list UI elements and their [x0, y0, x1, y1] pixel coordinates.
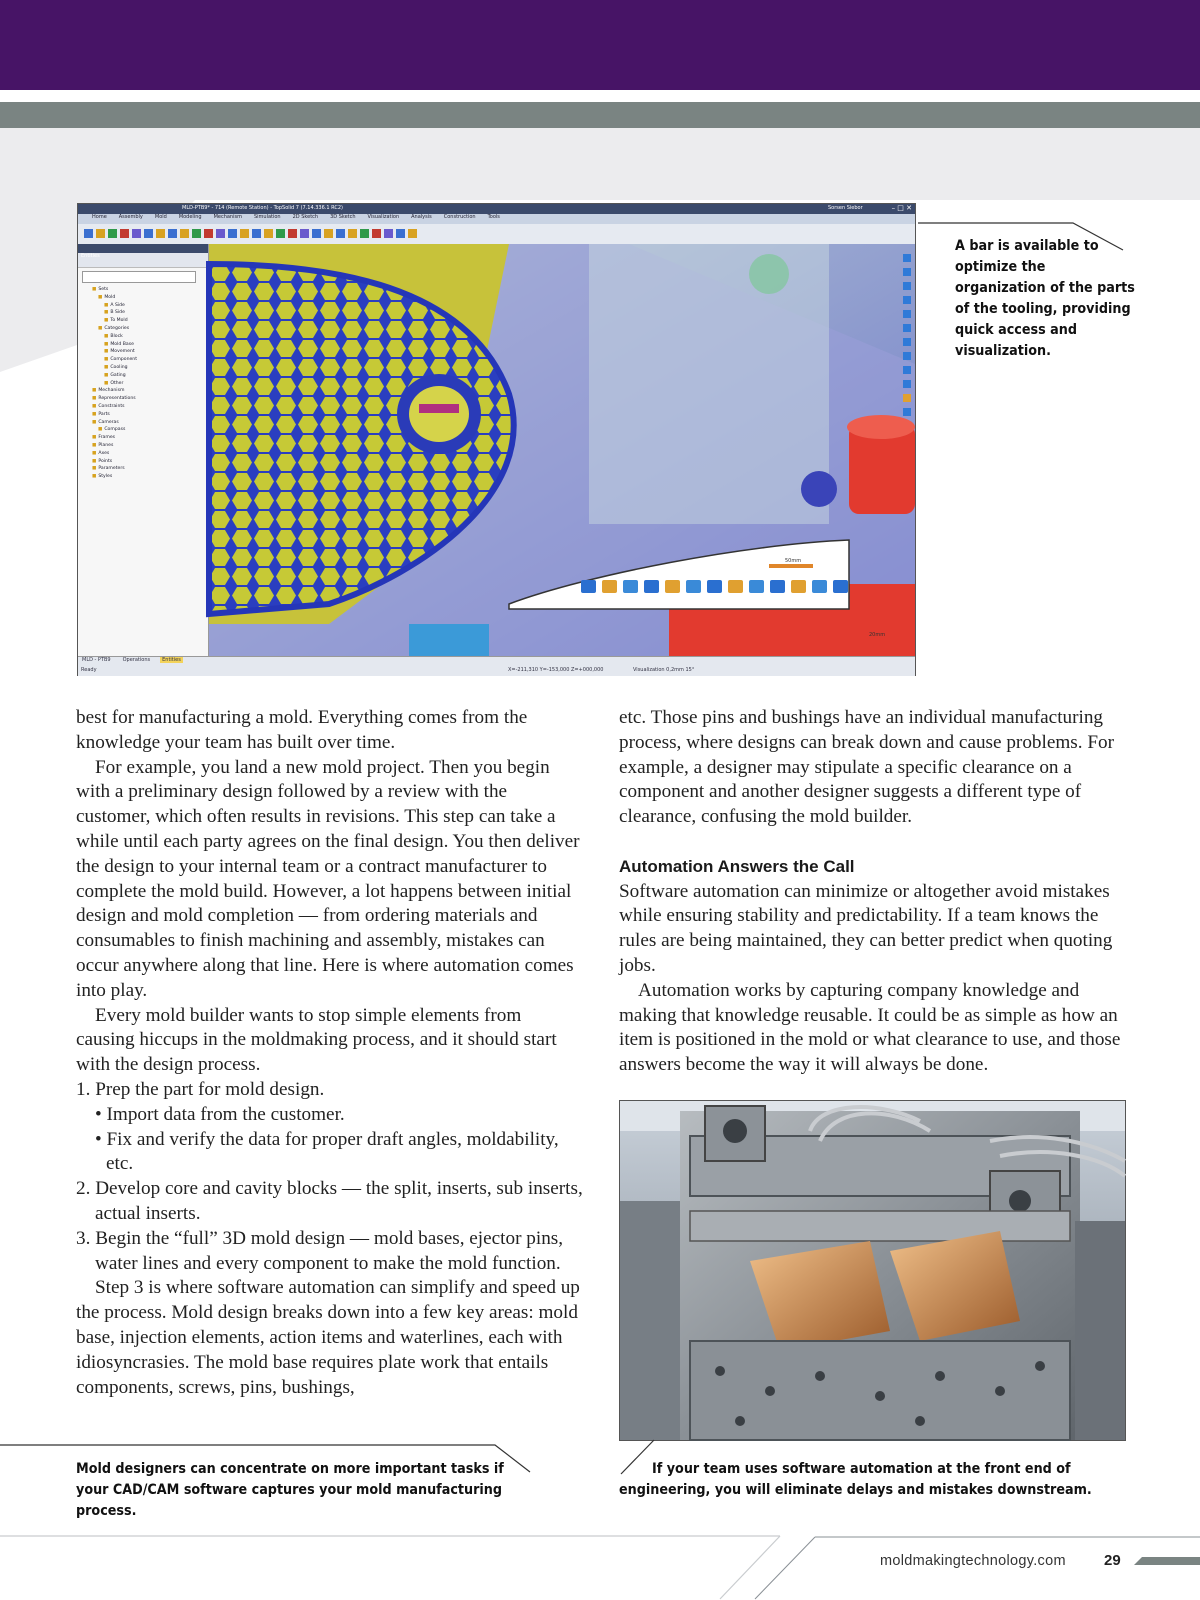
cad-menu-tab[interactable]: Assembly	[118, 214, 143, 220]
view-tool-icon[interactable]	[903, 282, 911, 290]
view-tool-icon[interactable]	[903, 296, 911, 304]
cad-scale-label: 50mm	[785, 558, 802, 564]
view-tool-icon[interactable]	[903, 366, 911, 374]
toolbar-tool-icon[interactable]	[372, 229, 381, 238]
toolbar-tool-icon[interactable]	[204, 229, 213, 238]
cad-tree-item[interactable]: ■ Mechanism	[92, 387, 208, 395]
toolbar-tool-icon[interactable]	[408, 229, 417, 238]
list-item: 1. Prep the part for mold design.	[76, 1078, 325, 1100]
cad-tree-item[interactable]: ■ Planes	[92, 442, 208, 450]
cad-tree-item[interactable]: ■ Categories	[92, 325, 208, 333]
cad-menu-tab[interactable]: Tools	[487, 214, 500, 220]
paragraph: Step 3 is where software automation can simplify and speed up the process. Mold design breaks down into a few key areas: mold base, injection elements, action items and waterlines, each with idiosyncrasies. The mold base requires plate work that entails components, screws, pins, bushings,	[76, 1277, 580, 1398]
cad-menu-tab[interactable]: Analysis	[411, 214, 432, 220]
paragraph: best for manufacturing a mold. Everything comes from the knowledge your team has built over time.	[76, 707, 528, 753]
cad-titlebar	[78, 204, 915, 214]
cad-panel-header	[78, 244, 208, 259]
cad-bottom-tab[interactable]: MLD - PTB9	[82, 657, 111, 663]
caption-top-right: A bar is available to optimize the organization of the parts of the tooling, providing quick access and visualization.	[955, 238, 1135, 359]
cad-bottom-tabs[interactable]	[80, 657, 191, 666]
cad-status-text: Ready	[81, 667, 97, 673]
cad-user-name: Sorsen Siebor	[828, 205, 863, 211]
toolbar-tool-icon[interactable]	[84, 229, 93, 238]
paragraph: For example, you land a new mold project. Then you begin with a preliminary design followed by a review with the customer, which often results in revisions. This step can take a while until each party agrees on the final design. You then deliver the design to your internal team or a contract manufacturer to complete the mold build. However, a lot happens between initial design and mold completion — from ordering materials and consumables to finish machining and assembly, mistakes can occur anywhere along that line. Here is where automation comes into play.	[76, 756, 580, 1001]
view-tool-icon[interactable]	[903, 408, 911, 416]
action-bar-icon[interactable]	[749, 580, 764, 593]
view-tool-icon[interactable]	[903, 338, 911, 346]
toolbar-tool-icon[interactable]	[228, 229, 237, 238]
cad-tree-item[interactable]: ■ Gating	[92, 372, 208, 380]
cad-window-controls[interactable]: – □ ✕	[891, 204, 912, 212]
cad-tree-item[interactable]: ■ B Side	[92, 309, 208, 317]
cad-coordinates: X=-211,310 Y=-153,000 Z=+000,000	[508, 667, 604, 673]
cad-menu-tab[interactable]: Home	[92, 214, 107, 220]
cad-tree-item[interactable]: ■ Points	[92, 458, 208, 466]
cad-status-bar	[78, 656, 915, 676]
cad-menu-tab[interactable]: Simulation	[253, 214, 281, 220]
toolbar-tool-icon[interactable]	[288, 229, 297, 238]
toolbar-tool-icon[interactable]	[132, 229, 141, 238]
toolbar-tool-icon[interactable]	[252, 229, 261, 238]
cad-toolbar[interactable]	[78, 224, 915, 245]
toolbar-tool-icon[interactable]	[144, 229, 153, 238]
toolbar-tool-icon[interactable]	[396, 229, 405, 238]
cad-tree-item[interactable]: ■ Axes	[92, 450, 208, 458]
paragraph: Software automation can minimize or altogether avoid mistakes while ensuring stability and predictability. If a team knows the rules are being maintained, they can better predict when quoting jobs.	[619, 880, 1113, 976]
paragraph: Automation works by capturing company knowledge and making that knowledge reusable. It could be as simple as how an item is positioned in the mold or what clearance to use, and those answers become the way it will always be done.	[619, 979, 1121, 1076]
cad-entities-panel	[78, 244, 209, 656]
list-bullet: • Import data from the customer.	[95, 1103, 345, 1125]
action-bar-icon[interactable]	[707, 580, 722, 593]
section-heading: Automation Answers the Call	[619, 856, 855, 876]
action-bar-icon[interactable]	[812, 580, 827, 593]
cad-menu-tabs[interactable]	[78, 214, 915, 224]
cad-tree-item[interactable]: ■ A Side	[92, 302, 208, 310]
view-tool-icon[interactable]	[903, 254, 911, 262]
cad-entity-tree[interactable]	[78, 286, 208, 481]
cad-menu-tab[interactable]: Visualization	[367, 214, 400, 220]
article-column-left	[76, 706, 584, 1400]
view-tool-icon[interactable]	[903, 268, 911, 276]
cad-tree-item[interactable]: ■ Frames	[92, 434, 208, 442]
cad-tree-item[interactable]: ■ Cameras	[92, 419, 208, 427]
view-tool-icon[interactable]	[903, 380, 911, 388]
cad-tree-item[interactable]: ■ Representations	[92, 395, 208, 403]
action-bar-icon[interactable]	[644, 580, 659, 593]
action-bar-icon[interactable]	[770, 580, 785, 593]
paragraph: Every mold builder wants to stop simple elements from causing hiccups in the moldmaking process, and it should start with the design process.	[76, 1004, 557, 1076]
view-tool-icon[interactable]	[903, 324, 911, 332]
page-number: 29	[1104, 1552, 1121, 1569]
view-tool-icon[interactable]	[903, 394, 911, 402]
toolbar-tool-icon[interactable]	[360, 229, 369, 238]
toolbar-tool-icon[interactable]	[276, 229, 285, 238]
view-tool-icon[interactable]	[903, 310, 911, 318]
action-bar-icon[interactable]	[602, 580, 617, 593]
view-tool-icon[interactable]	[903, 352, 911, 360]
cad-tree-item[interactable]: ■ Movement	[92, 348, 208, 356]
cad-bottom-tab[interactable]: Operations	[122, 657, 151, 663]
cad-screenshot	[77, 203, 916, 676]
cad-menu-tab[interactable]: Construction	[443, 214, 476, 220]
toolbar-tool-icon[interactable]	[240, 229, 249, 238]
action-bar-icon[interactable]	[686, 580, 701, 593]
toolbar-tool-icon[interactable]	[180, 229, 189, 238]
cad-menu-tab[interactable]: Mold	[154, 214, 167, 220]
list-item: 2. Develop core and cavity blocks — the split, inserts, sub inserts, actual inserts.	[76, 1178, 583, 1224]
toolbar-tool-icon[interactable]	[192, 229, 201, 238]
action-bar-icon[interactable]	[581, 580, 596, 593]
cad-tree-item[interactable]: ■ Other	[92, 380, 208, 388]
cad-tree-item[interactable]: ■ Styles	[92, 473, 208, 481]
toolbar-tool-icon[interactable]	[264, 229, 273, 238]
cad-menu-tab[interactable]: Modeling	[178, 214, 202, 220]
cad-tree-item[interactable]: ■ Cooling	[92, 364, 208, 372]
cad-tree-item[interactable]: ■ Parameters	[92, 465, 208, 473]
cad-zoom-label: 20mm	[869, 632, 886, 638]
cad-menu-tab[interactable]: 2D Sketch	[292, 214, 319, 220]
toolbar-tool-icon[interactable]	[156, 229, 165, 238]
toolbar-tool-icon[interactable]	[120, 229, 129, 238]
cad-window-title: MLD-PTB9* - 714 (Remote Station) - TopSolid 7 (7.14.336.1 RC2)	[182, 205, 343, 211]
cad-3d-viewport[interactable]	[209, 244, 915, 656]
cad-tree-item[interactable]: ■ Mold Base	[92, 341, 208, 349]
action-bar-icon[interactable]	[791, 580, 806, 593]
cad-panel-title: Entities	[81, 253, 100, 259]
paragraph: etc. Those pins and bushings have an individual manufacturing process, where designs can break down and cause problems. For example, a designer may stipulate a specific clearance on a component and another designer suggests a different type of clearance, confusing the mold builder.	[619, 707, 1114, 828]
toolbar-tool-icon[interactable]	[96, 229, 105, 238]
cad-tree-item[interactable]: ■ Component	[92, 356, 208, 364]
cad-bottom-tab[interactable]: Entities	[162, 657, 181, 663]
toolbar-tool-icon[interactable]	[168, 229, 177, 238]
footer-website[interactable]: moldmakingtechnology.com	[880, 1553, 1066, 1569]
cad-tree-item[interactable]: ■ Parts	[92, 411, 208, 419]
caption-bottom-right: If your team uses software automation at the front end of engineering, you will eliminate delays and mistakes downstream.	[619, 1461, 1092, 1498]
toolbar-tool-icon[interactable]	[216, 229, 225, 238]
cad-tree-item[interactable]: ■ Constraints	[92, 403, 208, 411]
cad-toolbar-icons[interactable]	[78, 224, 915, 244]
cad-tree-item[interactable]: ■ To Mold	[92, 317, 208, 325]
action-bar-icon[interactable]	[665, 580, 680, 593]
cad-menu-tab[interactable]: 3D Sketch	[330, 214, 356, 220]
action-bar-icon[interactable]	[728, 580, 743, 593]
toolbar-tool-icon[interactable]	[324, 229, 333, 238]
list-bullet: • Fix and verify the data for proper draft angles, moldability, etc.	[95, 1128, 559, 1175]
toolbar-tool-icon[interactable]	[336, 229, 345, 238]
action-bar-icon[interactable]	[623, 580, 638, 593]
cad-tree-search[interactable]	[82, 271, 196, 283]
action-bar-icon[interactable]	[833, 580, 848, 593]
mold-photo	[619, 1100, 1126, 1441]
cad-tree-item[interactable]: ■ Compass	[92, 426, 208, 434]
toolbar-tool-icon[interactable]	[348, 229, 357, 238]
cad-tree-item[interactable]: ■ Block	[92, 333, 208, 341]
article-column-right	[619, 706, 1131, 1078]
toolbar-tool-icon[interactable]	[300, 229, 309, 238]
cad-tree-item[interactable]: ■ Mold	[92, 294, 208, 302]
cad-visualization-status: Visualization 0,2mm 15°	[633, 667, 695, 673]
caption-bottom-left: Mold designers can concentrate on more important tasks if your CAD/CAM software captures your mold manufacturing process.	[76, 1461, 504, 1519]
toolbar-tool-icon[interactable]	[384, 229, 393, 238]
cad-menu-tab[interactable]: Mechanism	[213, 214, 242, 220]
toolbar-tool-icon[interactable]	[312, 229, 321, 238]
cad-tree-item[interactable]: ■ Sets	[92, 286, 208, 294]
list-item: 3. Begin the “full” 3D mold design — mold bases, ejector pins, water lines and every component to make the mold function.	[76, 1227, 564, 1274]
toolbar-tool-icon[interactable]	[108, 229, 117, 238]
